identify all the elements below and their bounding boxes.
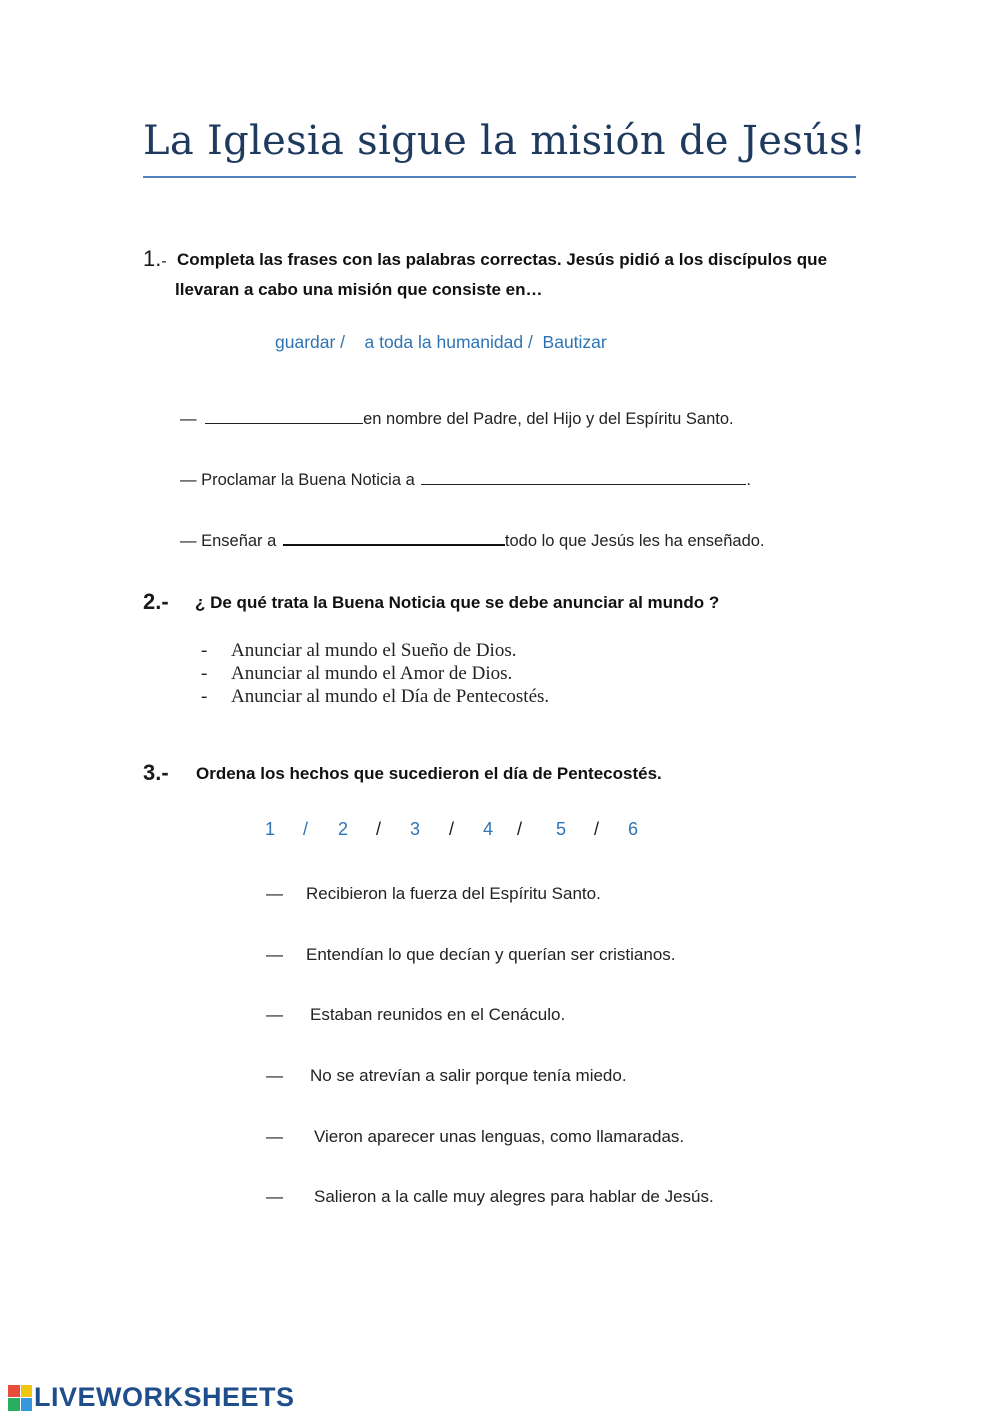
q3-event-2[interactable] xyxy=(266,945,676,965)
q2-prompt: ¿ De qué trata la Buena Noticia que se debe anunciar al mundo ? xyxy=(195,593,720,612)
q3-event-4-dash: — xyxy=(266,1066,283,1085)
q3-order-3: 3 xyxy=(410,819,421,839)
liveworksheets-logo-text: LIVEWORKSHEETS xyxy=(34,1382,295,1412)
q1-item-1-after: en nombre del Padre, del Hijo y del Espíritu Santo. xyxy=(363,410,734,428)
q3-event-5-dash: — xyxy=(266,1127,283,1146)
q3-order-6: 6 xyxy=(628,819,639,839)
q3-order-slash-1: / xyxy=(303,819,309,839)
q1-item-2-after: . xyxy=(746,471,751,489)
q1-item-3-after: todo lo que Jesús les ha enseñado. xyxy=(504,532,765,550)
q3-event-3-dash: — xyxy=(266,1005,283,1024)
q3-event-1-dash: — xyxy=(266,884,283,903)
q3-event-4[interactable] xyxy=(266,1066,627,1086)
q3-event-6[interactable] xyxy=(266,1187,714,1207)
q1-item-1 xyxy=(180,407,734,429)
q2-option-1-label: Anunciar al mundo el Sueño de Dios. xyxy=(231,640,517,661)
q2-option-1[interactable] xyxy=(201,640,516,662)
q3-event-6-dash: — xyxy=(266,1187,283,1206)
q1-item-2-prefix: — Proclamar la Buena Noticia a xyxy=(180,471,415,489)
q3-event-2-dash: — xyxy=(266,945,283,964)
q3-order-2: 2 xyxy=(338,819,349,839)
q3-event-1[interactable] xyxy=(266,884,601,904)
q3-event-4-label: No se atrevían a salir porque tenía miedo. xyxy=(310,1066,627,1085)
q1-item-1-prefix: — xyxy=(180,410,197,428)
q3-event-3[interactable] xyxy=(266,1005,565,1025)
q3-order-1: 1 xyxy=(265,819,276,839)
q1-number xyxy=(143,246,167,272)
q1-prompt-line1: Completa las frases con las palabras correctas. Jesús pidió a los discípulos que xyxy=(177,250,828,269)
q3-number: 3.- xyxy=(143,760,169,785)
q2-option-3-label: Anunciar al mundo el Día de Pentecostés. xyxy=(231,686,550,707)
q3-event-3-label: Estaban reunidos en el Cenáculo. xyxy=(310,1005,566,1024)
q3-event-1-label: Recibieron la fuerza del Espíritu Santo. xyxy=(306,884,601,903)
page-title: La Iglesia sigue la misión de Jesús! xyxy=(143,118,867,164)
q3-event-5[interactable] xyxy=(266,1127,684,1147)
q1-item-3-blank[interactable] xyxy=(283,528,505,546)
q2-option-2[interactable] xyxy=(201,663,512,685)
liveworksheets-logo[interactable] xyxy=(8,1382,295,1413)
q3-order-4: 4 xyxy=(483,819,494,839)
title-underline xyxy=(143,176,856,178)
q1-item-1-blank[interactable] xyxy=(205,407,363,424)
q3-event-2-label: Entendían lo que decían y querían ser cristianos. xyxy=(306,945,676,964)
q3-order-slash-5: / xyxy=(594,819,600,839)
q1-word-bank: guardar / a toda la humanidad / Bautizar xyxy=(275,332,607,352)
q3-event-5-label: Vieron aparecer unas lenguas, como llamaradas. xyxy=(314,1127,685,1146)
q3-order-slash-3: / xyxy=(449,819,455,839)
q2-option-2-bullet: - xyxy=(201,663,208,684)
q1-number-dash: - xyxy=(161,253,167,270)
q3-order-slash-2: / xyxy=(376,819,382,839)
q2-number: 2.- xyxy=(143,589,169,614)
q1-item-3-prefix: — Enseñar a xyxy=(180,532,277,550)
q2-option-3-bullet: - xyxy=(201,686,208,707)
q1-number-text: 1. xyxy=(143,246,162,271)
q3-order-5: 5 xyxy=(556,819,567,839)
q3-prompt: Ordena los hechos que sucedieron el día de Pentecostés. xyxy=(196,764,662,783)
q2-option-1-bullet: - xyxy=(201,640,208,661)
q1-item-2-blank[interactable] xyxy=(421,468,746,485)
q2-option-3[interactable] xyxy=(201,686,549,708)
q1-prompt-line2: llevaran a cabo una misión que consiste en… xyxy=(175,280,543,299)
q3-order-slash-4: / xyxy=(517,819,523,839)
q1-item-3 xyxy=(180,528,765,551)
liveworksheets-logo-icon xyxy=(8,1385,32,1411)
q1-item-2 xyxy=(180,468,751,490)
q3-event-6-label: Salieron a la calle muy alegres para hablar de Jesús. xyxy=(314,1187,714,1206)
q2-option-2-label: Anunciar al mundo el Amor de Dios. xyxy=(231,663,513,684)
